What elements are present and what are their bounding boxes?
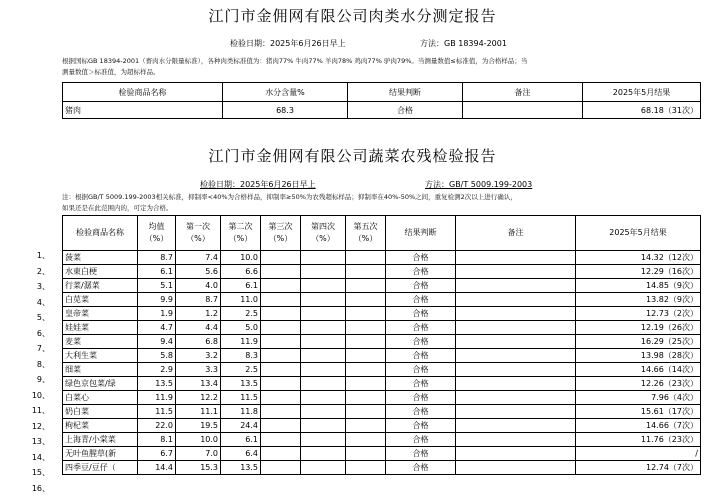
cell-t5 — [346, 265, 386, 279]
cell-result: 合格 — [386, 349, 456, 363]
row-index: 2、 — [36, 266, 50, 276]
cell-name: 枸杞菜 — [63, 419, 138, 433]
cell-t4 — [301, 377, 346, 391]
cell-remark — [456, 293, 576, 307]
cell-t2: 24.4 — [221, 419, 261, 433]
row-index: 16、 — [31, 483, 50, 493]
cell-mean: 9.9 — [138, 293, 176, 307]
cell-remark — [456, 335, 576, 349]
cell-result: 合格 — [386, 447, 456, 461]
table-row — [63, 335, 701, 349]
cell-t2: 11.0 — [221, 293, 261, 307]
cell-result: 合格 — [386, 433, 456, 447]
cell-mean: 13.5 — [138, 377, 176, 391]
cell-t2: 8.3 — [221, 349, 261, 363]
cell-prev: 68.18（31次） — [583, 102, 701, 119]
table-row — [63, 447, 701, 461]
cell-t2: 6.4 — [221, 447, 261, 461]
cell-name: 四季豆/豆仔（ — [63, 461, 138, 475]
row-index: 3、 — [36, 282, 50, 291]
cell-t4 — [301, 321, 346, 335]
cell-prev: 14.85（9次） — [576, 279, 701, 293]
cell-t5 — [346, 349, 386, 363]
cell-t2: 2.5 — [221, 307, 261, 321]
cell-t5 — [346, 307, 386, 321]
cell-remark — [456, 349, 576, 363]
cell-remark — [456, 447, 576, 461]
header-prev: 2025年5月结果 — [583, 83, 701, 102]
veg-report-method: 方法：GB/T 5009.199-2003 — [425, 180, 533, 189]
table-row — [63, 265, 701, 279]
table-row — [63, 461, 701, 475]
header-water: 水分含量% — [223, 83, 348, 102]
row-index: 11、 — [31, 406, 50, 415]
cell-t1: 7.0 — [176, 447, 221, 461]
meat-report-note-line1: 根据国标GB 18394-2001（畜肉水分限量标准），各种肉类标准值为：猪肉77% 牛肉77% 羊肉78% 鸡肉77% 驴肉79%。当测量数值≤标准值，为合格样品；当 — [62, 57, 528, 65]
cell-t4 — [301, 251, 346, 265]
cell-name: 菠菜 — [63, 251, 138, 265]
cell-result: 合格 — [386, 335, 456, 349]
cell-t3 — [261, 321, 301, 335]
cell-t3 — [261, 447, 301, 461]
cell-t4 — [301, 335, 346, 349]
meat-table-header-row — [63, 83, 701, 102]
cell-t4 — [301, 433, 346, 447]
cell-t4 — [301, 405, 346, 419]
cell-name: 细菜 — [63, 363, 138, 377]
cell-t1: 10.0 — [176, 433, 221, 447]
cell-name: 奶白菜 — [63, 405, 138, 419]
cell-t5 — [346, 335, 386, 349]
cell-remark — [456, 251, 576, 265]
header-t3: 第三次（%） — [261, 216, 301, 251]
cell-remark — [456, 433, 576, 447]
cell-result: 合格 — [386, 391, 456, 405]
veg-table-header-row — [63, 216, 701, 251]
meat-report-title: 江门市金佣网有限公司肉类水分测定报告 — [208, 7, 497, 25]
cell-name: 皇帝菜 — [63, 307, 138, 321]
table-row — [63, 102, 701, 119]
cell-t1: 19.5 — [176, 419, 221, 433]
cell-prev: 12.74（7次） — [576, 461, 701, 475]
cell-name: 绿色京包菜/绿 — [63, 377, 138, 391]
cell-result: 合格 — [386, 405, 456, 419]
cell-t4 — [301, 307, 346, 321]
cell-mean: 6.1 — [138, 265, 176, 279]
cell-result: 合格 — [386, 377, 456, 391]
cell-value: 68.3 — [223, 102, 348, 119]
cell-prev: 14.32（12次） — [576, 251, 701, 265]
cell-remark — [463, 102, 583, 119]
cell-t5 — [346, 391, 386, 405]
cell-t5 — [346, 279, 386, 293]
cell-mean: 5.8 — [138, 349, 176, 363]
cell-result: 合格 — [386, 363, 456, 377]
header-t4: 第四次（%） — [301, 216, 346, 251]
cell-t5 — [346, 293, 386, 307]
cell-t1: 15.3 — [176, 461, 221, 475]
cell-t3 — [261, 363, 301, 377]
cell-result: 合格 — [386, 251, 456, 265]
veg-report-note-line2: 如果还是在此范围内的，可定为合格。 — [62, 204, 173, 212]
cell-t1: 13.4 — [176, 377, 221, 391]
cell-t2: 6.1 — [221, 433, 261, 447]
header-result: 结果判断 — [348, 83, 463, 102]
row-index: 6、 — [36, 328, 50, 338]
cell-prev: 13.98（28次） — [576, 349, 701, 363]
cell-t2: 5.0 — [221, 321, 261, 335]
veg-table-body — [63, 251, 701, 475]
header-result: 结果判断 — [386, 216, 456, 251]
cell-t3 — [261, 265, 301, 279]
header-name: 检验商品名称 — [63, 83, 223, 102]
cell-mean: 22.0 — [138, 419, 176, 433]
cell-result: 合格 — [386, 307, 456, 321]
meat-report-date: 检验日期：2025年6月26日早上 — [230, 39, 346, 48]
cell-name: 白菜心 — [63, 391, 138, 405]
table-row — [63, 251, 701, 265]
cell-name: 猪肉 — [63, 102, 223, 119]
cell-t1: 8.7 — [176, 293, 221, 307]
header-t1: 第一次（%） — [176, 216, 221, 251]
cell-result: 合格 — [386, 265, 456, 279]
cell-t2: 6.6 — [221, 265, 261, 279]
header-mean: 均值（%） — [138, 216, 176, 251]
cell-t1: 12.2 — [176, 391, 221, 405]
cell-t4 — [301, 349, 346, 363]
cell-t5 — [346, 251, 386, 265]
cell-remark — [456, 307, 576, 321]
cell-remark — [456, 377, 576, 391]
row-index: 10、 — [31, 390, 50, 400]
table-row — [63, 363, 701, 377]
cell-prev: 14.66（14次） — [576, 363, 701, 377]
cell-prev: 16.29（25次） — [576, 335, 701, 349]
cell-t4 — [301, 363, 346, 377]
cell-t4 — [301, 279, 346, 293]
row-index: 12、 — [31, 421, 50, 431]
cell-t1: 1.2 — [176, 307, 221, 321]
cell-t3 — [261, 391, 301, 405]
table-row — [63, 391, 701, 405]
cell-t4 — [301, 447, 346, 461]
cell-t3 — [261, 461, 301, 475]
cell-mean: 1.9 — [138, 307, 176, 321]
cell-t2: 13.5 — [221, 461, 261, 475]
veg-report-table — [62, 215, 701, 475]
veg-report-date: 检验日期：2025年6月26日早上 — [200, 180, 316, 189]
cell-t1: 4.4 — [176, 321, 221, 335]
cell-t3 — [261, 433, 301, 447]
row-index: 7、 — [36, 344, 50, 353]
cell-name: 行菜/潺菜 — [63, 279, 138, 293]
cell-name: 大利生菜 — [63, 349, 138, 363]
cell-prev: 12.19（26次） — [576, 321, 701, 335]
cell-t4 — [301, 293, 346, 307]
cell-result: 合格 — [348, 102, 463, 119]
cell-remark — [456, 321, 576, 335]
cell-name: 麦菜 — [63, 335, 138, 349]
cell-t3 — [261, 419, 301, 433]
cell-remark — [456, 363, 576, 377]
cell-t5 — [346, 419, 386, 433]
table-row — [63, 349, 701, 363]
cell-t1: 7.4 — [176, 251, 221, 265]
cell-t3 — [261, 279, 301, 293]
cell-prev: 7.96（4次） — [576, 391, 701, 405]
header-t2: 第二次（%） — [221, 216, 261, 251]
cell-t3 — [261, 405, 301, 419]
cell-prev: 12.73（2次） — [576, 307, 701, 321]
cell-t2: 6.1 — [221, 279, 261, 293]
cell-t5 — [346, 363, 386, 377]
cell-t2: 2.5 — [221, 363, 261, 377]
cell-result: 合格 — [386, 279, 456, 293]
cell-prev: 15.61（17次） — [576, 405, 701, 419]
header-prev: 2025年5月结果 — [576, 216, 701, 251]
cell-t2: 10.0 — [221, 251, 261, 265]
cell-prev: / — [576, 447, 701, 461]
meat-report-method: 方法：GB 18394-2001 — [420, 39, 507, 48]
cell-t5 — [346, 447, 386, 461]
cell-t3 — [261, 349, 301, 363]
table-row — [63, 419, 701, 433]
cell-t4 — [301, 265, 346, 279]
cell-result: 合格 — [386, 321, 456, 335]
cell-mean: 8.7 — [138, 251, 176, 265]
row-index: 15、 — [31, 468, 50, 477]
cell-prev: 11.76（23次） — [576, 433, 701, 447]
cell-result: 合格 — [386, 461, 456, 475]
cell-name: 上海青/小棠菜 — [63, 433, 138, 447]
cell-t3 — [261, 377, 301, 391]
cell-remark — [456, 405, 576, 419]
cell-mean: 11.9 — [138, 391, 176, 405]
cell-name: 无叶鱼腥草(新 — [63, 447, 138, 461]
cell-t5 — [346, 405, 386, 419]
row-index: 14、 — [31, 452, 50, 462]
cell-remark — [456, 279, 576, 293]
table-row — [63, 377, 701, 391]
header-remark: 备注 — [463, 83, 583, 102]
cell-t2: 13.5 — [221, 377, 261, 391]
cell-t4 — [301, 419, 346, 433]
cell-result: 合格 — [386, 419, 456, 433]
cell-t3 — [261, 251, 301, 265]
cell-t3 — [261, 335, 301, 349]
cell-t5 — [346, 377, 386, 391]
cell-t4 — [301, 461, 346, 475]
cell-t2: 11.5 — [221, 391, 261, 405]
cell-name: 娃娃菜 — [63, 321, 138, 335]
cell-name: 白苋菜 — [63, 293, 138, 307]
row-index: 9、 — [36, 375, 50, 384]
cell-t1: 11.1 — [176, 405, 221, 419]
row-index: 4、 — [36, 297, 50, 307]
cell-prev: 12.29（16次） — [576, 265, 701, 279]
cell-t1: 6.8 — [176, 335, 221, 349]
table-row — [63, 405, 701, 419]
cell-t3 — [261, 293, 301, 307]
row-index: 8、 — [36, 359, 50, 369]
table-row — [63, 321, 701, 335]
cell-mean: 5.1 — [138, 279, 176, 293]
cell-mean: 14.4 — [138, 461, 176, 475]
cell-mean: 9.4 — [138, 335, 176, 349]
cell-remark — [456, 419, 576, 433]
cell-remark — [456, 391, 576, 405]
cell-t4 — [301, 391, 346, 405]
cell-mean: 4.7 — [138, 321, 176, 335]
veg-report-note-line1: 注：根据GB/T 5009.199-2003相关标准，抑制率<40%为合格样品，抑制率≥50%为农残超标样品；抑制率在40%-50%之间，重复检测2次以上进行确认， — [62, 193, 517, 201]
header-t5: 第五次（%） — [346, 216, 386, 251]
cell-prev: 12.26（23次） — [576, 377, 701, 391]
table-row — [63, 307, 701, 321]
cell-t2: 11.9 — [221, 335, 261, 349]
cell-remark — [456, 461, 576, 475]
meat-report-note-line2: 测量数值＞标准值，为超标样品。 — [62, 68, 160, 76]
cell-t3 — [261, 307, 301, 321]
row-index: 1、 — [36, 251, 50, 260]
cell-t1: 3.3 — [176, 363, 221, 377]
table-row — [63, 433, 701, 447]
cell-result: 合格 — [386, 293, 456, 307]
cell-t5 — [346, 433, 386, 447]
cell-t5 — [346, 321, 386, 335]
cell-t1: 5.6 — [176, 265, 221, 279]
cell-name: 水東白梗 — [63, 265, 138, 279]
cell-mean: 2.9 — [138, 363, 176, 377]
header-remark: 备注 — [456, 216, 576, 251]
row-index: 13、 — [31, 437, 50, 446]
cell-mean: 8.1 — [138, 433, 176, 447]
cell-t1: 4.0 — [176, 279, 221, 293]
cell-remark — [456, 265, 576, 279]
header-name: 检验商品名称 — [63, 216, 138, 251]
cell-mean: 11.5 — [138, 405, 176, 419]
table-row — [63, 279, 701, 293]
cell-mean: 6.7 — [138, 447, 176, 461]
veg-report-title: 江门市金佣网有限公司蔬菜农残检验报告 — [208, 147, 497, 165]
table-row — [63, 293, 701, 307]
cell-t1: 3.2 — [176, 349, 221, 363]
cell-t2: 11.8 — [221, 405, 261, 419]
meat-report-table — [62, 82, 701, 119]
cell-t5 — [346, 461, 386, 475]
cell-prev: 14.66（7次） — [576, 419, 701, 433]
cell-prev: 13.82（9次） — [576, 293, 701, 307]
row-index: 5、 — [36, 313, 50, 322]
